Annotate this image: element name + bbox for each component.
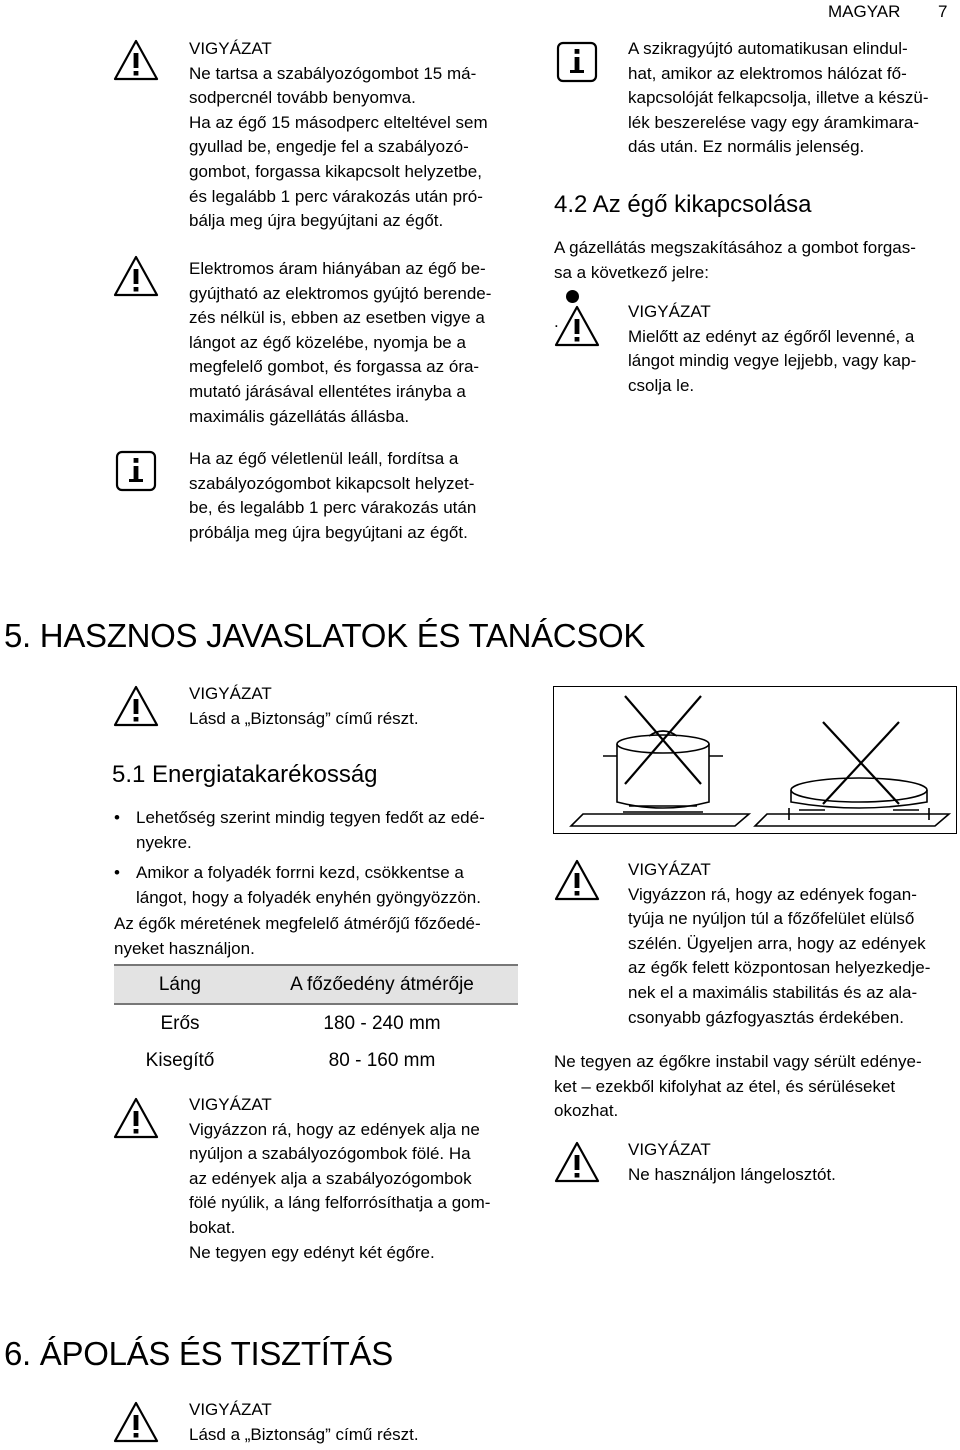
warning-triangle-icon (112, 684, 160, 728)
info-icon (553, 40, 601, 84)
table-header: Láng (114, 965, 246, 1004)
pan-misuse-illustration (553, 686, 957, 834)
paragraph-unstable-pans: Ne tegyen az égőkre instabil vagy sérült edénye- ket – ezekből kifolyhat az étel, és sérüléseket okozhat. (554, 1052, 922, 1121)
section-number: 5. (4, 617, 31, 654)
pan-two-burners-illustration (755, 778, 949, 826)
warning-triangle-icon (553, 858, 601, 902)
section-number: 6. (4, 1335, 31, 1372)
warning-block-pan-over-knobs: VIGYÁZAT Vigyázzon rá, hogy az edények alja ne nyúljon a szabályozógombok fölé. Ha az edények alja a szabályozógombok fölé nyúlik, a láng felforrósíthatja a gom- bokat. Ne tegyen egy edényt két égőre. (189, 1095, 491, 1262)
warning-block-no-power: Elektromos áram hiányában az égő be- gyújtható az elektromos gyújtó berende- zés nélkül is, ebben az esetben vigye a lángot az égő közelébe, nyomja be a megfelelő gombot, és forgassa az óra- mutató járásával ellentétes irányba a maximális gázellátás állásba. (189, 259, 492, 426)
warning-block-see-safety: VIGYÁZAT Lásd a „Biztonság” című részt. (189, 684, 419, 728)
table-cell: Erős (160, 1012, 200, 1034)
list-item: • Amikor a folyadék forrni kezd, csökkentse a lángot, hogy a folyadék enyhén gyöngyözzön. (114, 861, 485, 910)
warning-block-see-safety-6: VIGYÁZAT Lásd a „Biztonság” című részt. (189, 1400, 419, 1444)
warning-triangle-icon (112, 38, 160, 82)
warning-triangle-icon (553, 304, 601, 348)
warning-title: VIGYÁZAT (189, 1400, 272, 1419)
section-heading-5-1 (112, 760, 378, 790)
table-row (114, 1004, 518, 1042)
section-title: ÁPOLÁS ÉS TISZTÍTÁS (39, 1335, 393, 1372)
section-title: Energiatakarékosság (152, 761, 378, 788)
paragraph-pan-size: Az égők méretének megfelelő átmérőjű főzőedé- nyeket használjon. (114, 914, 481, 958)
warning-triangle-icon (112, 254, 160, 298)
info-block-spark-igniter: A szikragyújtó automatikusan elindul- hat, amikor az elektromos hálózat fő- kapcsolóját felkapcsolja, illetve a készü- lék beszerelése vagy egy áramkimara- dás után. Ez normális jelenség. (628, 39, 929, 157)
pot-on-burner-illustration (571, 731, 749, 826)
header-language: MAGYAR (828, 2, 901, 21)
table-cell: 80 - 160 mm (328, 1049, 436, 1071)
warning-title: VIGYÁZAT (628, 1140, 711, 1159)
warning-title: VIGYÁZAT (189, 1095, 272, 1114)
warning-triangle-icon (112, 1400, 160, 1444)
warning-block-hold-knob: VIGYÁZAT Ne tartsa a szabályozógombot 15 má- sodpercnél tovább benyomva. Ha az égő 15 másodperc elteltével sem gyullad be, engedje fel a szabályozó- gombot, forgassa kikapcsolt helyzetbe, és legalább 1 perc várakozás után pró- bálja meg újra begyújtani az égőt. (189, 39, 488, 231)
table-cell: 180 - 240 mm (323, 1012, 441, 1034)
section-number: 4.2 (554, 191, 588, 218)
cross-icon (625, 696, 701, 784)
paragraph-turn-off: A gázellátás megszakításához a gombot forgas- sa a következő jelre: . (554, 238, 916, 331)
warning-title: VIGYÁZAT (628, 302, 711, 321)
bullet-list-energy (114, 806, 485, 910)
cross-icon (823, 722, 899, 804)
table-cell: Kisegítő (145, 1049, 215, 1071)
flame-diameter-table (114, 964, 518, 1079)
section-number: 5.1 (112, 761, 146, 788)
warning-title: VIGYÁZAT (628, 860, 711, 879)
section-heading-5 (4, 618, 645, 654)
warning-block-remove-pan: VIGYÁZAT Mielőtt az edényt az égőről levenné, a lángot mindig vegye lejjebb, vagy kap- csolja le. (628, 302, 917, 395)
section-title: HASZNOS JAVASLATOK ÉS TANÁCSOK (39, 617, 646, 654)
warning-block-handles: VIGYÁZAT Vigyázzon rá, hogy az edények fogan- tyúja ne nyúljon túl a főzőfelület elülső szélén. Ügyeljen arra, hogy az edények az égők felett központosan helyezkedje- nek el a maximális stabilitás és az ala- csonyabb gázfogyasztás érdekében. (628, 860, 931, 1027)
info-icon (112, 449, 160, 493)
filled-circle-icon (566, 290, 579, 303)
warning-title: VIGYÁZAT (189, 39, 272, 58)
page-number: 7 (938, 2, 948, 21)
section-heading-6 (4, 1336, 393, 1372)
info-block-burner-goes-out: Ha az égő véletlenül leáll, fordítsa a szabályozógombot kikapcsolt helyzet- be, és legalább 1 perc várakozás után próbálja meg újra begyújtani az égőt. (189, 449, 477, 542)
section-title: Az égő kikapcsolása (592, 191, 812, 218)
section-heading-4-2 (554, 190, 812, 220)
list-item: • Lehetőség szerint mindig tegyen fedőt az edé- nyekre. (114, 806, 485, 855)
table-header: A főzőedény átmérője (246, 965, 518, 1004)
table-row (114, 1042, 518, 1079)
warning-title: VIGYÁZAT (189, 684, 272, 703)
warning-block-diffuser: VIGYÁZAT Ne használjon lángelosztót. (628, 1140, 836, 1184)
warning-triangle-icon (112, 1096, 160, 1140)
warning-triangle-icon (553, 1140, 601, 1184)
